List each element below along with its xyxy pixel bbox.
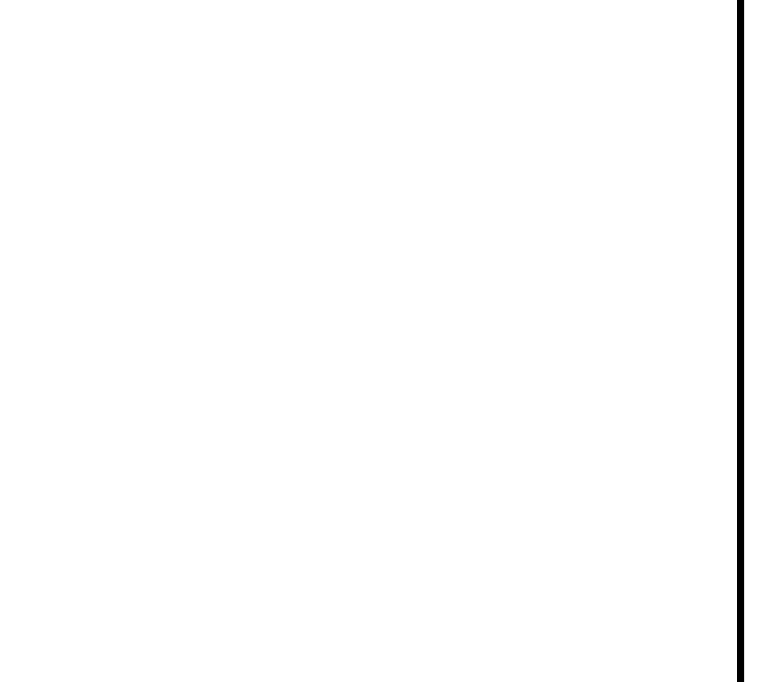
sheet-right-gutter	[744, 0, 759, 682]
sheet-right-border	[737, 0, 744, 682]
